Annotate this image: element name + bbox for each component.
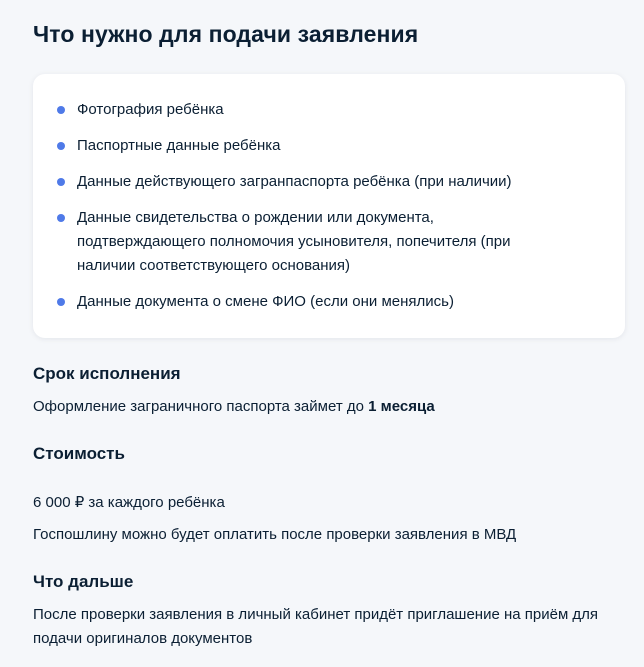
bullet-icon	[57, 298, 65, 306]
list-item	[57, 134, 601, 158]
list-item-text: Данные действующего загранпаспорта ребёнка (при наличии)	[77, 173, 512, 190]
page-title: Что нужно для подачи заявления	[33, 21, 419, 47]
requirements-list	[57, 98, 601, 314]
cost-title: Стоимость	[33, 444, 125, 463]
list-item-text: Паспортные данные ребёнка	[77, 137, 281, 154]
list-item-text: Данные документа о смене ФИО (если они менялись)	[77, 293, 454, 310]
list-item	[57, 98, 601, 122]
list-item	[57, 290, 601, 314]
term-title: Срок исполнения	[33, 364, 181, 383]
term-text	[33, 395, 623, 419]
bullet-icon	[57, 214, 65, 222]
term-duration: 1 месяца	[368, 398, 435, 415]
bullet-icon	[57, 106, 65, 114]
list-item	[57, 170, 601, 194]
next-text: После проверки заявления в личный кабинет придёт приглашение на приём для подачи оригиналов документов	[33, 606, 599, 647]
bullet-icon	[57, 178, 65, 186]
next-title: Что дальше	[33, 572, 134, 591]
cost-price: 6 000 ₽ за каждого ребёнка	[33, 494, 225, 511]
list-item-text: Фотография ребёнка	[77, 101, 224, 118]
cost-fee-note: Госпошлину можно будет оплатить после проверки заявления в МВД	[33, 526, 517, 543]
list-item-text: Данные свидетельства о рождении или документа, подтверждающего полномочия усыновителя, попечителя (при наличии соответствующего основания)	[77, 209, 511, 274]
list-item	[57, 206, 547, 278]
requirements-card	[33, 74, 625, 338]
term-text-prefix: Оформление заграничного паспорта займет до	[33, 398, 364, 415]
bullet-icon	[57, 142, 65, 150]
